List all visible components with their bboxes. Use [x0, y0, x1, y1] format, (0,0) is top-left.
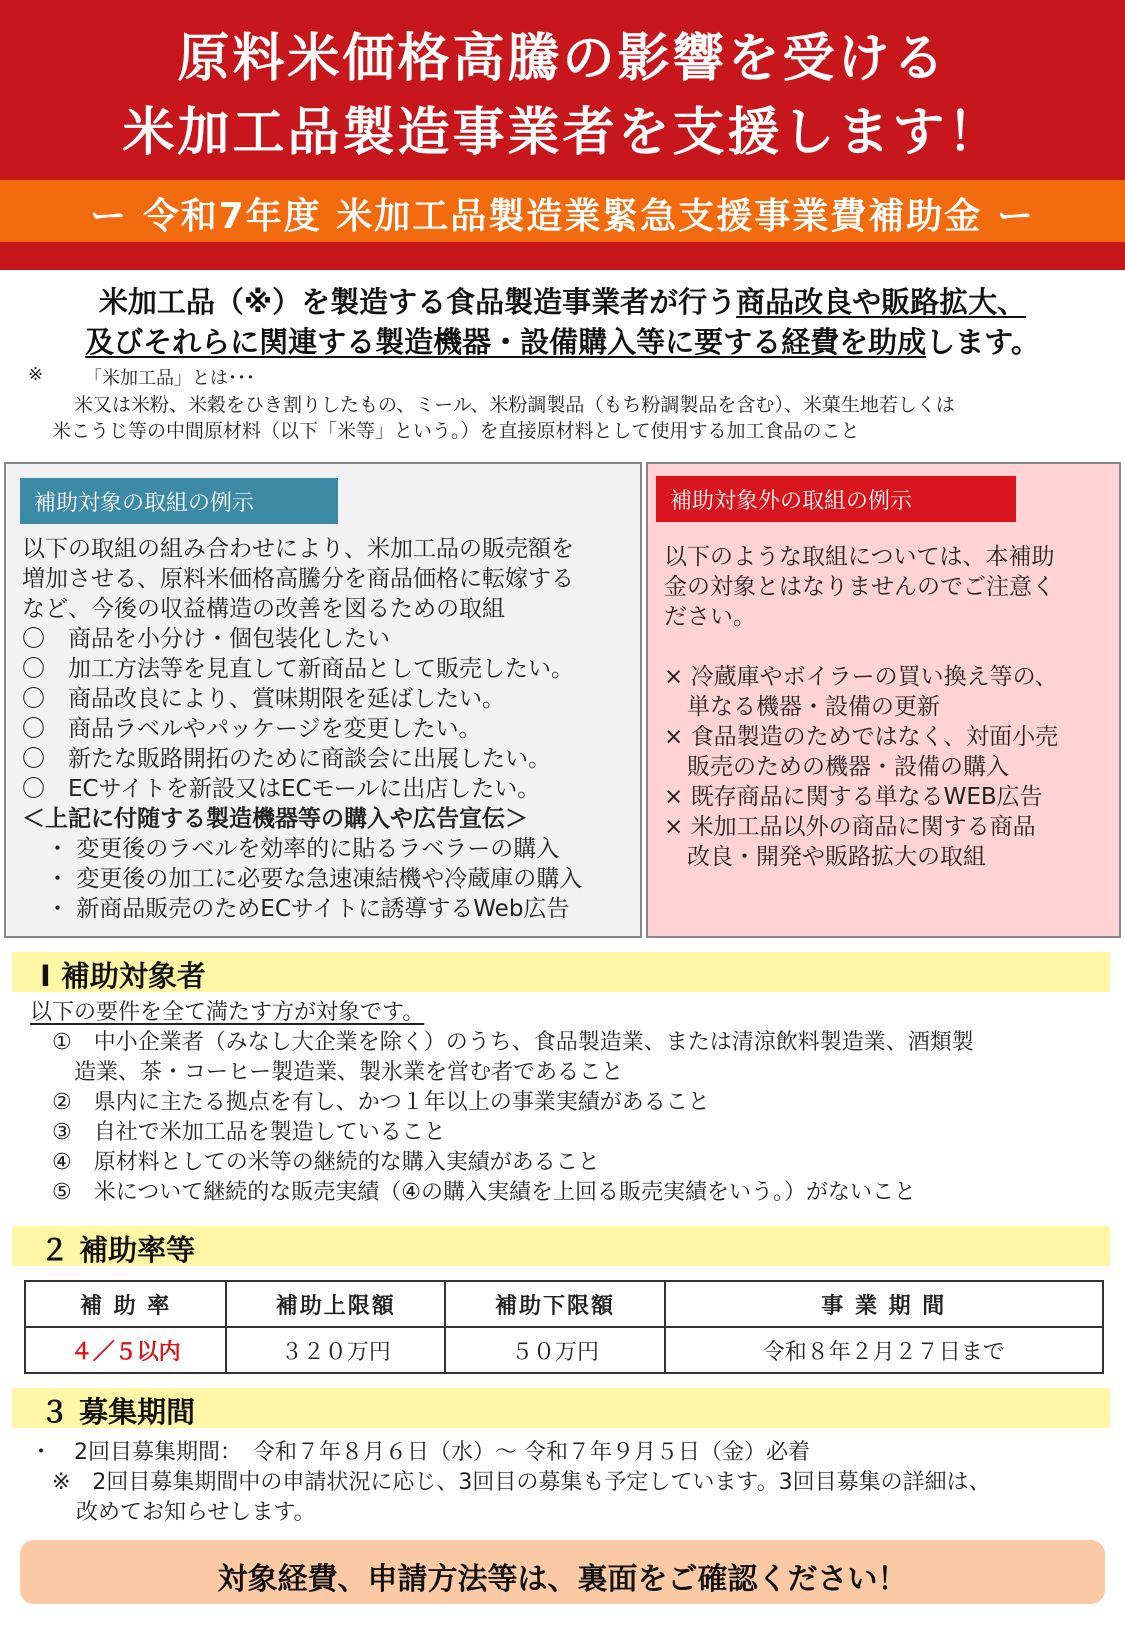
section3-title: ３ 募集期間	[40, 1395, 196, 1429]
value-rate: ４／５以内	[25, 1327, 226, 1373]
eligible-sub-item: ・ 変更後のラベルを効率的に貼るラベラーの購入	[46, 836, 560, 862]
eligible-item: 〇 商品改良により、賞味期限を延ばしたい。	[22, 686, 505, 712]
title-line-2: 米加工品製造事業者を支援します！	[122, 103, 1003, 163]
eligible-item: 〇 商品ラベルやパッケージを変更したい。	[22, 716, 482, 742]
requirement-item: 造業、茶・コーヒー製造業、製氷業を営む者であること	[52, 1060, 624, 1085]
ineligible-item: × 食品製造のためではなく、対面小売	[664, 724, 1059, 750]
eligible-intro-2: 増加させる、原料米価格高騰分を商品価格に転嫁する	[22, 566, 574, 592]
eligible-tag: 補助対象の取組の例示	[20, 478, 338, 524]
ineligible-tag: 補助対象外の取組の例示	[656, 476, 1016, 522]
section2-title: ２ 補助率等	[40, 1233, 196, 1267]
ineligible-intro-2: 金の対象とはなりませんのでご注意く	[664, 574, 1055, 600]
note-line-2: 米こうじ等の中間原材料（以下「米等」という。）を直接原材料として使用する加工食品のこと	[52, 420, 860, 442]
eligible-item: 〇 ECサイトを新設又はECモールに出店したい。	[22, 776, 541, 802]
table-row	[25, 1327, 1103, 1373]
requirement-item: ④ 原材料としての米等の継続的な購入実績があること	[52, 1150, 600, 1175]
table-header-row	[25, 1281, 1103, 1327]
requirement-item: ⑤ 米について継続的な販売実績（④の購入実績を上回る販売実績をいう。）がないこと	[52, 1180, 917, 1205]
subsidy-rate-table	[24, 1280, 1104, 1374]
period-line-1: ・ 2回目募集期間： 令和７年８月６日（水）～ 令和７年９月５日（金）必着	[30, 1440, 810, 1465]
ineligible-examples-box	[646, 462, 1121, 938]
eligible-sub-heading: ＜上記に付随する製造機器等の購入や広告宣伝＞	[22, 806, 528, 832]
note-line-1: 米又は米粉、米穀をひき割りしたもの、ミール、米粉調製品（もち粉調製品を含む）、米菓生地若しくは	[74, 394, 955, 416]
ineligible-item: 改良・開発や販路拡大の取組	[664, 844, 986, 870]
header-period: 事 業 期 間	[665, 1281, 1103, 1327]
title-line-1: 原料米価格高騰の影響を受ける	[177, 29, 948, 89]
requirement-item: ③ 自社で米加工品を製造していること	[52, 1120, 446, 1145]
header-max: 補助上限額	[226, 1281, 445, 1327]
ineligible-intro-1: 以下のような取組については、本補助	[664, 544, 1055, 570]
ineligible-intro-3: ださい。	[664, 604, 756, 630]
ineligible-item: × 冷蔵庫やボイラーの買い換え等の、	[664, 664, 1058, 690]
eligible-item: 〇 新たな販路開拓のために商談会に出展したい。	[22, 746, 551, 772]
header-min: 補助下限額	[445, 1281, 664, 1327]
ineligible-item: 販売のための機器・設備の購入	[664, 754, 1009, 780]
lead-line-2: 及びそれらに関連する製造機器・設備購入等に要する経費を助成します。	[85, 325, 1040, 359]
period-line-2: ※ 2回目募集期間中の申請状況に応じ、3回目の募集も予定しています。3回目募集の詳細は、	[52, 1470, 991, 1495]
eligible-sub-item: ・ 新商品販売のためECサイトに誘導するWeb広告	[46, 896, 570, 922]
eligible-intro-3: など、今後の収益構造の改善を図るための取組	[22, 596, 505, 622]
eligible-sub-item: ・ 変更後の加工に必要な急速凍結機や冷蔵庫の購入	[46, 866, 583, 892]
note-heading: 「米加工品」とは･･･	[84, 368, 255, 389]
lead-line-1: 米加工品（※）を製造する食品製造事業者が行う商品改良や販路拡大、	[98, 285, 1027, 319]
ineligible-item: × 米加工品以外の商品に関する商品	[664, 814, 1036, 840]
requirement-item: ② 県内に主たる拠点を有し、かつ１年以上の事業実績があること	[52, 1090, 710, 1115]
value-period: 令和８年２月２７日まで	[665, 1327, 1103, 1373]
eligible-item: 〇 商品を小分け・個包装化したい	[22, 626, 390, 652]
eligible-examples-box	[4, 462, 642, 938]
value-min: ５０万円	[445, 1327, 664, 1373]
note-mark: ※	[28, 364, 44, 385]
section1-intro: 以下の要件を全て満たす方が対象です。	[30, 1000, 425, 1025]
ineligible-item: × 既存商品に関する単なるWEB広告	[664, 784, 1043, 810]
header-rate: 補 助 率	[25, 1281, 226, 1327]
footer-notice-bar	[20, 1540, 1105, 1604]
requirement-item: ① 中小企業者（みなし大企業を除く）のうち、食品製造業、または清涼飲料製造業、酒類製	[52, 1030, 974, 1055]
footer-notice: 対象経費、申請方法等は、裏面をご確認ください！	[217, 1562, 908, 1597]
eligible-item: 〇 加工方法等を見直して新商品として販売したい。	[22, 656, 574, 682]
ineligible-item: 単なる機器・設備の更新	[664, 694, 940, 720]
subtitle: ー 令和7年度 米加工品製造業緊急支援事業費補助金 ー	[90, 196, 1035, 237]
value-max: ３２０万円	[226, 1327, 445, 1373]
header-bottom-band	[0, 242, 1125, 270]
period-line-3: 改めてお知らせします。	[76, 1500, 316, 1525]
section1-title: Ⅰ 補助対象者	[40, 959, 206, 993]
eligible-intro-1: 以下の取組の組み合わせにより、米加工品の販売額を	[22, 536, 574, 562]
